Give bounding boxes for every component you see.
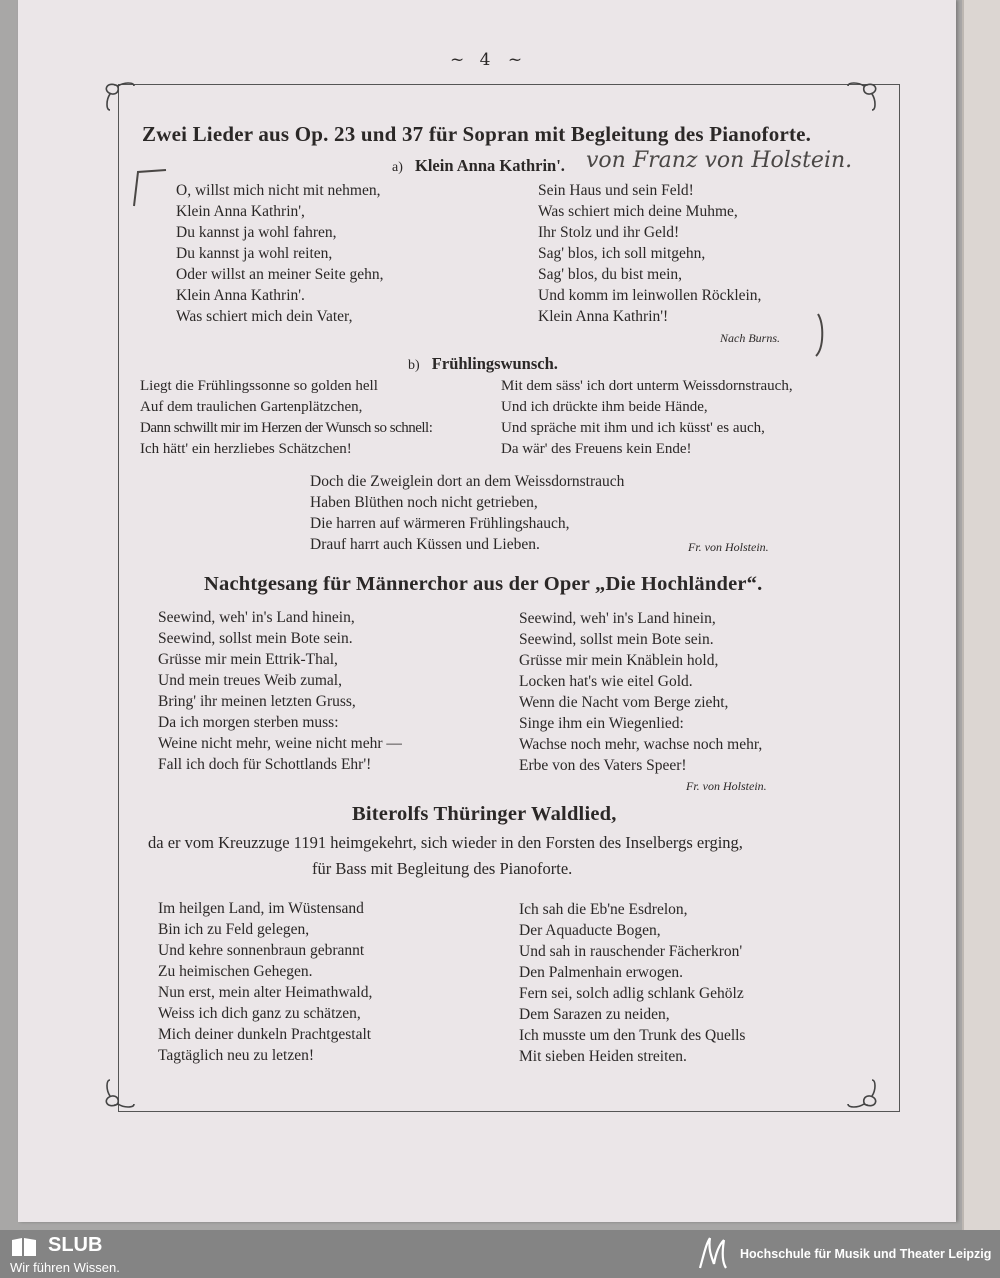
verse-line: Mit dem säss' ich dort unterm Weissdornstrauch, xyxy=(501,378,793,394)
song-a-right-column xyxy=(538,180,761,327)
verse-line: Ich hätt' ein herzliebes Schätzchen! xyxy=(140,441,352,457)
corner-ornament-icon xyxy=(846,76,882,112)
song-b-left-column xyxy=(140,376,432,460)
song-b-right-column xyxy=(501,376,793,460)
verse-line: Liegt die Frühlingssonne so golden hell xyxy=(140,378,378,394)
verse-line: Seewind, weh' in's Land hinein, xyxy=(519,610,716,627)
handwritten-attribution: von Franz von Holstein. xyxy=(586,148,853,173)
verse-line: Dem Sarazen zu neiden, xyxy=(519,1006,670,1023)
page-number-deco-left: ~ xyxy=(450,50,463,70)
verse-line: Du kannst ja wohl fahren, xyxy=(176,224,337,241)
verse-line: Seewind, sollst mein Bote sein. xyxy=(158,630,353,647)
verse-line: Dann schwillt mir im Herzen der Wunsch so schnell: xyxy=(140,420,433,436)
verse-line: Zu heimischen Gehegen. xyxy=(158,963,313,980)
verse-line: Im heilgen Land, im Wüstensand xyxy=(158,900,364,917)
verse-line: Und ich drückte ihm beide Hände, xyxy=(501,399,708,415)
viewer-footer xyxy=(0,1230,1000,1278)
song-a-title: Klein Anna Kathrin'. xyxy=(415,156,565,175)
verse-line: Ich musste um den Trunk des Quells xyxy=(519,1027,746,1044)
verse-line: Oder willst an meiner Seite gehn, xyxy=(176,266,384,283)
verse-line: Und sah in rauschender Fächerkron' xyxy=(519,943,743,960)
verse-line: Locken hat's wie eitel Gold. xyxy=(519,673,693,690)
verse-line: Sag' blos, ich soll mitgehn, xyxy=(538,245,706,262)
verse-line: Haben Blüthen noch nicht getrieben, xyxy=(310,494,538,511)
library-tagline: Wir führen Wissen. xyxy=(10,1260,120,1275)
nachtgesang-title: Nachtgesang für Männerchor aus der Oper „Die Hochländer“. xyxy=(204,573,763,595)
verse-line: Klein Anna Kathrin', xyxy=(176,203,305,220)
verse-line: Erbe von des Vaters Speer! xyxy=(519,757,687,774)
verse-line: Und mein treues Weib zumal, xyxy=(158,672,342,689)
verse-line: Die harren auf wärmeren Frühlingshauch, xyxy=(310,515,570,532)
waldlied-subtitle-1: da er vom Kreuzzuge 1191 heimgekehrt, sich wieder in den Forsten des Inselbergs erging, xyxy=(148,833,743,852)
verse-line: Ich sah die Eb'ne Esdrelon, xyxy=(519,901,688,918)
verse-line: Der Aquaducte Bogen, xyxy=(519,922,661,939)
verse-line: Weiss ich dich ganz zu schätzen, xyxy=(158,1005,361,1022)
verse-line: Wachse noch mehr, wachse noch mehr, xyxy=(519,736,763,753)
waldlied-right-column xyxy=(519,899,745,1067)
verse-line: Doch die Zweiglein dort an dem Weissdornstrauch xyxy=(310,473,625,490)
verse-line: Bin ich zu Feld gelegen, xyxy=(158,921,310,938)
verse-line: Drauf harrt auch Küssen und Lieben. xyxy=(310,536,540,553)
verse-line: Du kannst ja wohl reiten, xyxy=(176,245,333,262)
verse-line: Da ich morgen sterben muss: xyxy=(158,714,339,731)
document-page xyxy=(18,0,956,1222)
main-title: Zwei Lieder aus Op. 23 und 37 für Sopran mit Begleitung des Pianoforte. xyxy=(142,122,812,146)
page-number-deco-right: ~ xyxy=(507,50,521,70)
institution-name[interactable]: Hochschule für Musik und Theater Leipzig xyxy=(740,1247,992,1261)
verse-line: Grüsse mir mein Knäblein hold, xyxy=(519,652,719,669)
song-b-center-stanza xyxy=(310,471,624,555)
verse-line: Ihr Stolz und ihr Geld! xyxy=(538,224,680,241)
song-a-marker: a) xyxy=(392,160,403,175)
verse-line: Sag' blos, du bist mein, xyxy=(538,266,683,283)
verse-line: Fern sei, solch adlig schlank Gehölz xyxy=(519,985,744,1002)
verse-line: Klein Anna Kathrin'. xyxy=(176,287,305,304)
hmt-logo-icon xyxy=(694,1234,730,1274)
adjacent-page-edge xyxy=(962,0,1000,1230)
verse-line: Fall ich doch für Schottlands Ehr'! xyxy=(158,756,372,773)
verse-line: Da wär' des Freuens kein Ende! xyxy=(501,441,692,457)
page-number xyxy=(450,50,520,70)
verse-line: Tagtäglich neu zu letzen! xyxy=(158,1047,314,1064)
verse-line: Singe ihm ein Wiegenlied: xyxy=(519,715,684,732)
library-name[interactable]: SLUB xyxy=(48,1234,103,1256)
corner-ornament-icon xyxy=(100,1078,136,1114)
verse-line: Und spräche mit ihm und ich küsst' es auch, xyxy=(501,420,765,436)
verse-line: Nun erst, mein alter Heimathwald, xyxy=(158,984,373,1001)
waldlied-left-column xyxy=(158,898,372,1066)
song-b-title: Frühlingswunsch. xyxy=(431,354,558,373)
verse-line: Mich deiner dunkeln Prachtgestalt xyxy=(158,1026,372,1043)
handwritten-bracket-icon xyxy=(810,310,830,360)
verse-line: Klein Anna Kathrin'! xyxy=(538,308,669,325)
verse-line: Grüsse mir mein Ettrik-Thal, xyxy=(158,651,338,668)
nachtgesang-right-column xyxy=(519,608,762,776)
verse-line: Seewind, weh' in's Land hinein, xyxy=(158,609,355,626)
verse-line: Und komm im leinwollen Röcklein, xyxy=(538,287,762,304)
song-a-left-column xyxy=(176,180,383,327)
page-number-value: 4 xyxy=(479,50,491,70)
corner-ornament-icon xyxy=(846,1078,882,1114)
song-b-credit: Fr. von Holstein. xyxy=(688,540,769,554)
song-b-heading xyxy=(408,354,558,374)
verse-line: Und kehre sonnenbraun gebrannt xyxy=(158,942,365,959)
waldlied-subtitle-2: für Bass mit Begleitung des Pianoforte. xyxy=(312,859,573,878)
verse-line: Was schiert mich deine Muhme, xyxy=(538,203,738,220)
corner-ornament-icon xyxy=(100,76,136,112)
verse-line: Sein Haus und sein Feld! xyxy=(538,182,694,199)
slub-book-icon xyxy=(10,1236,38,1258)
nachtgesang-left-column xyxy=(158,607,402,775)
verse-line: Bring' ihr meinen letzten Gruss, xyxy=(158,693,356,710)
verse-line: Mit sieben Heiden streiten. xyxy=(519,1048,687,1065)
song-a-heading xyxy=(392,156,565,176)
verse-line: O, willst mich nicht mit nehmen, xyxy=(176,182,381,199)
song-b-marker: b) xyxy=(408,358,420,373)
nachtgesang-credit: Fr. von Holstein. xyxy=(686,779,767,793)
verse-line: Wenn die Nacht vom Berge zieht, xyxy=(519,694,729,711)
song-a-credit: Nach Burns. xyxy=(720,331,780,345)
verse-line: Auf dem traulichen Gartenplätzchen, xyxy=(140,399,363,415)
verse-line: Was schiert mich dein Vater, xyxy=(176,308,353,325)
waldlied-title: Biterolfs Thüringer Waldlied, xyxy=(352,803,617,825)
verse-line: Seewind, sollst mein Bote sein. xyxy=(519,631,714,648)
verse-line: Den Palmenhain erwogen. xyxy=(519,964,683,981)
verse-line: Weine nicht mehr, weine nicht mehr — xyxy=(158,735,402,752)
handwritten-bracket-icon xyxy=(130,166,170,210)
